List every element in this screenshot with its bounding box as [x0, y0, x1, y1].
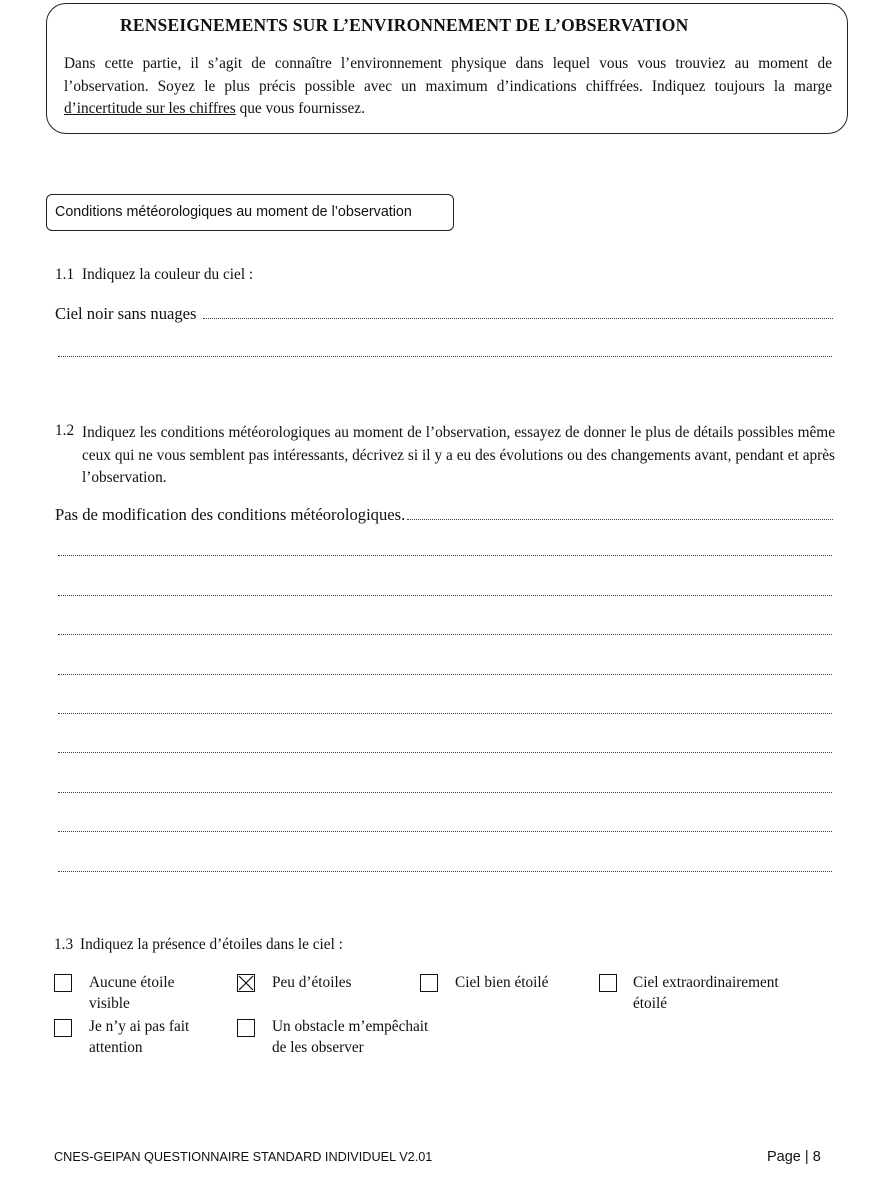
- intro-text: Dans cette partie, il s’agit de connaître l’environnement physique dans lequel vous vous trouviez au moment de l’observation. Soyez le plus précis possible avec un maximum d’indications chiffrées. Indiquez toujours la marge: [64, 55, 832, 95]
- question-text: Indiquez la présence d’étoiles dans le ciel :: [80, 936, 343, 953]
- subsection-title: Conditions météorologiques au moment de l’observation: [46, 194, 454, 231]
- footer-page-number: Page | 8: [767, 1149, 821, 1165]
- question-number: 1.2: [55, 422, 75, 439]
- checkbox-peu-etoiles[interactable]: [237, 974, 255, 992]
- blank-answer-line[interactable]: [58, 713, 832, 714]
- intro-underlined-text: d’incertitude sur les chiffres: [64, 100, 236, 117]
- checkbox-label: Un obstacle m’empêchait de les observer: [272, 1018, 429, 1056]
- question-number: 1.1: [55, 266, 75, 283]
- blank-answer-line[interactable]: [58, 674, 832, 675]
- checkbox-ciel-extraordinairement-etoile[interactable]: [599, 974, 617, 992]
- checkbox-label: Aucune étoile visible: [89, 974, 175, 1012]
- answer-dotted-fill: [407, 515, 833, 520]
- checkbox-aucune-etoile[interactable]: [54, 974, 72, 992]
- answer-line[interactable]: [55, 304, 833, 324]
- answer-line[interactable]: [55, 505, 833, 525]
- question-text: Indiquez les conditions météorologiques au moment de l’observation, essayez de donner le plus de détails possibles même ceux qui ne vous semblent pas intéressants, décrivez si il y a eu des évolutions ou des changements avant, pendant et après l’observation.: [82, 424, 835, 486]
- blank-answer-line[interactable]: [58, 555, 832, 556]
- question-number: 1.3: [54, 936, 74, 953]
- footer-document-id: CNES-GEIPAN QUESTIONNAIRE STANDARD INDIVIDUEL V2.01: [54, 1150, 433, 1164]
- intro-text-end: que vous fournissez.: [235, 100, 365, 117]
- blank-answer-line[interactable]: [58, 634, 832, 635]
- answer-text: Ciel noir sans nuages: [55, 304, 197, 323]
- section-heading: RENSEIGNEMENTS SUR L’ENVIRONNEMENT DE L’OBSERVATION: [120, 15, 689, 35]
- blank-answer-line[interactable]: [58, 831, 832, 832]
- checkbox-label: Ciel extraordinairement étoilé: [633, 974, 779, 1012]
- answer-dotted-fill: [203, 314, 834, 319]
- checkbox-label: Peu d’étoiles: [272, 974, 352, 991]
- checkbox-ciel-bien-etoile[interactable]: [420, 974, 438, 992]
- checkbox-label: Ciel bien étoilé: [455, 974, 549, 991]
- blank-answer-line[interactable]: [58, 356, 832, 357]
- checkbox-obstacle[interactable]: [237, 1019, 255, 1037]
- checkbox-pas-fait-attention[interactable]: [54, 1019, 72, 1037]
- check-x-icon: [238, 975, 254, 991]
- question-text: Indiquez la couleur du ciel :: [82, 266, 254, 283]
- blank-answer-line[interactable]: [58, 792, 832, 793]
- intro-paragraph: [64, 53, 832, 121]
- blank-answer-line[interactable]: [58, 752, 832, 753]
- blank-answer-line[interactable]: [58, 595, 832, 596]
- answer-text: Pas de modification des conditions météorologiques.: [55, 505, 406, 524]
- blank-answer-line[interactable]: [58, 871, 832, 872]
- checkbox-label: Je n’y ai pas fait attention: [89, 1018, 190, 1056]
